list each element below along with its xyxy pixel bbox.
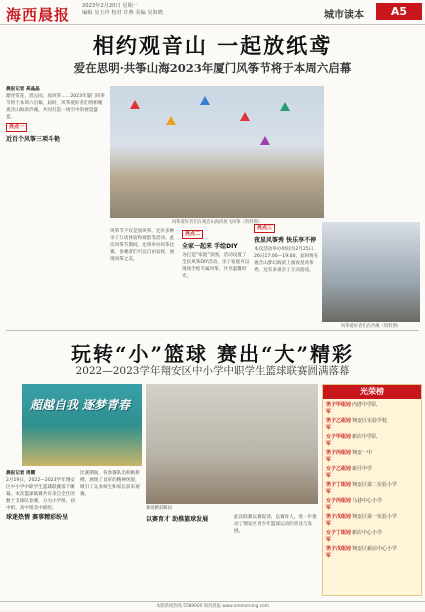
kite-photo <box>110 86 324 218</box>
honor-group: 男子甲组冠军 <box>326 402 352 415</box>
lead-paragraph: 踏青赏花，逛公园，放风筝……2023年厦门风筝节将于本周六启幕，届时，风筝爱好者们将相聚观音山海滨沙滩，共同打造一场空中的视觉盛宴。 <box>6 94 105 120</box>
byline: 晨报记者 高晶晶 <box>6 87 40 92</box>
body-text: 为打造“家庭”氛围，活动设置了全民风筝DIY活动，亲子家庭可以现场手绘专属风筝，共享温馨时光。 <box>182 253 250 279</box>
highlight-title-1: 近百个风筝三项斗艳 <box>6 136 61 143</box>
honor-group: 男子戊组冠军 <box>326 514 352 527</box>
game-photo-caption: 赛场精彩瞬间 <box>146 506 172 511</box>
body-text: 风筝节不仅是放风筝，还有多种亲子互动体验和观影等活动。此次风筝节期间，还将举办风筝比赛，参赛者们可以自由发挥，展现风筝之美。 <box>110 229 175 262</box>
body-text: 2月19日，2022—2023学年翔安区中小学中职学生篮球联赛落下帷幕。本次篮球联赛共有来自全区的数十支球队参赛，分为小学组、初中组、高中组及中职组。 <box>6 478 75 511</box>
honor-roll-row <box>326 434 418 447</box>
honor-team: 翔安区第一实验小学 <box>352 514 398 520</box>
highlight-tag-2: 亮点二 <box>182 230 203 239</box>
honor-group: 男子乙组冠军 <box>326 418 352 431</box>
highlight-tag-3: 亮点三 <box>254 224 275 233</box>
honor-roll-title: 光荣榜 <box>323 385 421 399</box>
masthead <box>0 0 425 25</box>
subhead-2: 以赛育才 助推篮球发展 <box>146 516 209 523</box>
byline: 晨报记者 周鹏 <box>6 471 36 476</box>
subhead-1: 球迷热情 赛事精彩纷呈 <box>6 514 69 521</box>
honor-group: 男子丙组冠军 <box>326 450 352 463</box>
honor-roll-row <box>326 402 418 415</box>
honor-group: 女子乙组冠军 <box>326 466 352 479</box>
honor-group: 男子丁组冠军 <box>326 482 352 495</box>
honor-roll <box>322 384 422 596</box>
honor-group: 男子戊组冠军 <box>326 546 352 559</box>
honor-roll-row <box>326 418 418 431</box>
highlight-title-2: 全家一起来 手绘DIY <box>182 243 238 250</box>
story2-col1 <box>6 470 76 598</box>
story2-col3 <box>146 514 230 598</box>
newspaper-logo: 海西晨报 <box>6 6 71 24</box>
honor-team: 马巷中心小学 <box>352 498 383 504</box>
page-footer: 本版新闻热线 5589000 海西晨报 www.xmmorning.com <box>0 601 425 612</box>
honor-roll-row <box>326 482 418 495</box>
honor-team: 翔安区实验学校 <box>352 418 388 424</box>
honor-team: 翔安一中 <box>352 450 373 456</box>
honor-group: 女子甲组冠军 <box>326 434 352 447</box>
body-text: 比赛期间，各参赛队员积极拼搏，展现了良好的精神风貌，吸引了众多师生和家长前来观赛。 <box>80 471 140 497</box>
masthead-date: 2023年2月20日 星期一 编辑 吴玉玲 校对 许燕 美编 吴海晓 <box>82 3 163 16</box>
subheadline-basketball: 2022—2023学年翔安区中小学中职学生篮球联赛圆满落幕 <box>75 365 350 377</box>
honor-roll-row <box>326 546 418 559</box>
honor-roll-row <box>326 498 418 511</box>
story2-col2 <box>80 470 142 598</box>
page-number: A5 <box>376 3 422 20</box>
honor-team: 新圩中学 <box>352 466 373 472</box>
headline-basketball: 玩转“小”篮球 赛出“大”精彩 <box>71 342 354 366</box>
body-text: 此次联赛以赛促训、以赛育人，进一步推动了翔安区青少年篮球运动的普及与发展。 <box>234 515 317 534</box>
story1-col4 <box>254 222 320 326</box>
honor-team: 新店中学队 <box>352 434 378 440</box>
story1-col1 <box>6 86 106 326</box>
honor-group: 女子丁组冠军 <box>326 530 352 543</box>
subheadline-kite: 爱在思明·共筝山海2023年厦门风筝节将于本周六启幕 <box>73 61 352 75</box>
highlight-tag-1: 亮点一 <box>6 123 27 132</box>
highlight-title-3: 夜星风筝秀 快乐享不停 <box>254 237 317 244</box>
honor-roll-row <box>326 466 418 479</box>
honor-team: 翔安区新店中心小学 <box>352 546 398 552</box>
basketball-game-photo <box>146 384 318 504</box>
family-photo <box>322 222 420 322</box>
body-text: 本次活动举办时间为2月25日、26日17:00—19:00，届时将在观音山梦幻海滨上演夜星风筝秀，还有多项亲子互动游戏。 <box>254 247 319 273</box>
honor-team: 新店中心小学 <box>352 530 383 536</box>
headline-kite: 相约观音山 一起放纸鸢 <box>92 33 333 58</box>
banner-slogan: 超越自我 逐梦青春 <box>30 398 131 412</box>
story1-col3 <box>182 228 250 326</box>
honor-team: 翔安区第二实验小学 <box>352 482 398 488</box>
honor-roll-row <box>326 530 418 543</box>
honor-roll-row <box>326 514 418 527</box>
story2-col4 <box>234 514 318 598</box>
family-photo-caption: 风筝爱好者们在沙滩（资料图） <box>340 324 402 329</box>
honor-team: 内厝中学队 <box>352 402 378 408</box>
honor-group: 女子丙组冠军 <box>326 498 352 511</box>
honor-roll-row <box>326 450 418 463</box>
story1-col2 <box>110 228 178 326</box>
kite-photo-caption: 风筝爱好者们在观音山海滨放飞风筝（资料图） <box>171 220 263 225</box>
section-title: 城市读本 <box>324 10 364 21</box>
section-divider <box>6 330 419 331</box>
